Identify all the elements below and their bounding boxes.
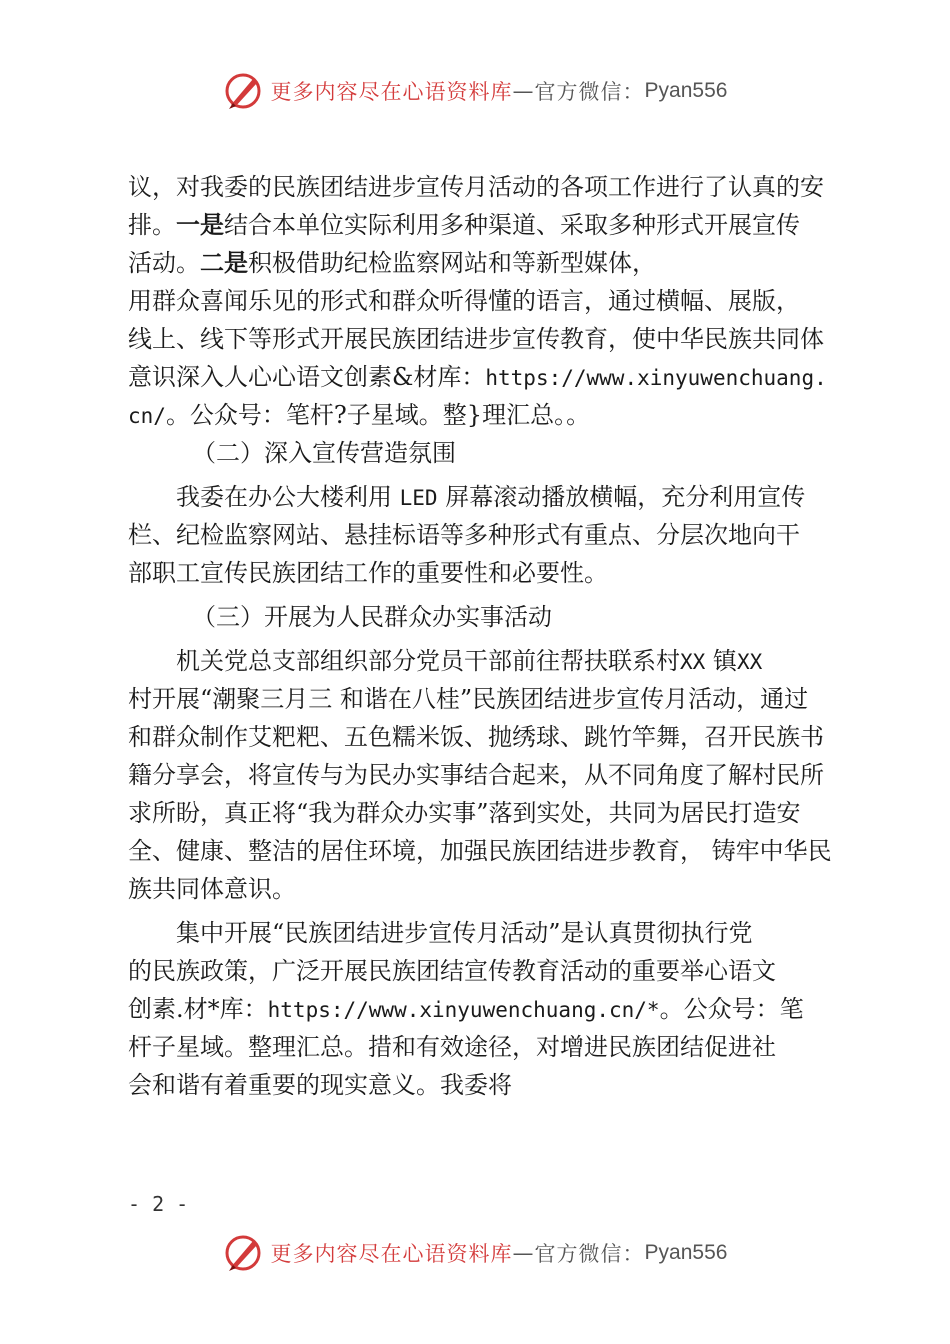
page-number: - 2 -	[128, 1192, 189, 1216]
section-heading: （三）开展为人民群众办实事活动	[192, 603, 552, 631]
text-line: 全、健康、整洁的居住环境，加强民族团结进步教育， 铸牢中华民	[128, 837, 832, 865]
text-span: 积极借助纪检监察网站和等新型媒体，	[248, 249, 656, 277]
text-line: 用群众喜闻乐见的形式和群众听得懂的语言，通过横幅、展版，	[128, 287, 800, 315]
watermark-text-gray: 官方微信：	[534, 1242, 645, 1266]
text-line: 集中开展“民族团结进步宣传月活动”是认真贯彻执行党	[176, 919, 753, 947]
text-line	[128, 206, 848, 244]
watermark-wechat-id: Pyan556	[644, 1241, 728, 1264]
text-line: 杆子星域。整理汇总。措和有效途径，对增进民族团结促进社	[128, 1033, 776, 1061]
watermark-wechat-id: Pyan556	[644, 79, 728, 102]
keyword-second: 二是	[200, 249, 248, 277]
text-line	[128, 642, 848, 680]
document-body	[128, 168, 848, 1104]
text-span: 创素.材*库：	[128, 995, 268, 1023]
section-heading: （二）深入宣传营造氛围	[192, 439, 456, 467]
placeholder-text: XX	[680, 650, 706, 674]
led-text: LED	[399, 486, 438, 510]
text-span: 活动。	[128, 249, 200, 277]
watermark-banner-top	[0, 66, 950, 116]
text-line	[128, 990, 848, 1028]
text-line	[128, 478, 848, 516]
url-text: https://www.xinyuwenchuang.	[485, 366, 827, 390]
text-line: 线上、线下等形式开展民族团结进步宣传教育，使中华民族共同体	[128, 325, 824, 353]
watermark-dash: —	[512, 79, 535, 103]
text-span: 机关党总支部组织部分党员干部前往帮扶联系村	[176, 647, 680, 675]
text-line: 族共同体意识。	[128, 875, 296, 903]
url-text: https://www.xinyuwenchuang.cn/*	[267, 998, 660, 1022]
pen-logo-icon	[223, 71, 263, 111]
text-line	[128, 244, 848, 282]
text-span: 结合本单位实际利用多种渠道、采取多种形式开展宣传	[224, 211, 800, 239]
text-line	[128, 396, 848, 434]
text-line: 求所盼，真正将“我为群众办实事”落到实处，共同为居民打造安	[128, 799, 801, 827]
text-line: 议，对我委的民族团结进步宣传月活动的各项工作进行了认真的安	[128, 173, 824, 201]
text-line: 籍分享会，将宣传与为民办实事结合起来，从不同角度了解村民所	[128, 761, 824, 789]
placeholder-text: XX	[736, 650, 763, 674]
watermark-text-gray: 官方微信：	[534, 80, 645, 104]
text-span: 排。	[128, 211, 176, 239]
text-span: 屏幕滚动播放横幅，充分利用宣传	[437, 483, 806, 511]
watermark-banner-bottom	[0, 1228, 950, 1278]
text-line: 村开展“潮聚三月三 和谐在八桂”民族团结进步宣传月活动，通过	[128, 685, 809, 713]
pen-logo-icon	[223, 1233, 263, 1273]
text-line	[128, 358, 848, 396]
text-line: 会和谐有着重要的现实意义。我委将	[128, 1071, 512, 1099]
watermark-text-red: 更多内容尽在心语资料库	[270, 1242, 513, 1266]
text-span: 。公众号：笔	[659, 995, 804, 1023]
text-line: 和群众制作艾粑粑、五色糯米饭、抛绣球、跳竹竿舞，召开民族书	[128, 723, 824, 751]
url-text: cn/	[128, 404, 166, 428]
text-line: 栏、纪检监察网站、悬挂标语等多种形式有重点、分层次地向干	[128, 521, 800, 549]
text-span: 意识深入人心心语文创素&材库：	[128, 363, 486, 391]
keyword-first: 一是	[176, 211, 224, 239]
text-line: 部职工宣传民族团结工作的重要性和必要性。	[128, 559, 608, 587]
text-span: 。公众号：笔杆?子星域。整}理汇总。。	[165, 401, 591, 429]
text-span: 镇	[705, 647, 737, 675]
watermark-text-red: 更多内容尽在心语资料库	[270, 80, 513, 104]
watermark-dash: —	[512, 1241, 535, 1265]
text-span: 我委在办公大楼利用	[176, 483, 400, 511]
text-line: 的民族政策，广泛开展民族团结宣传教育活动的重要举心语文	[128, 957, 776, 985]
